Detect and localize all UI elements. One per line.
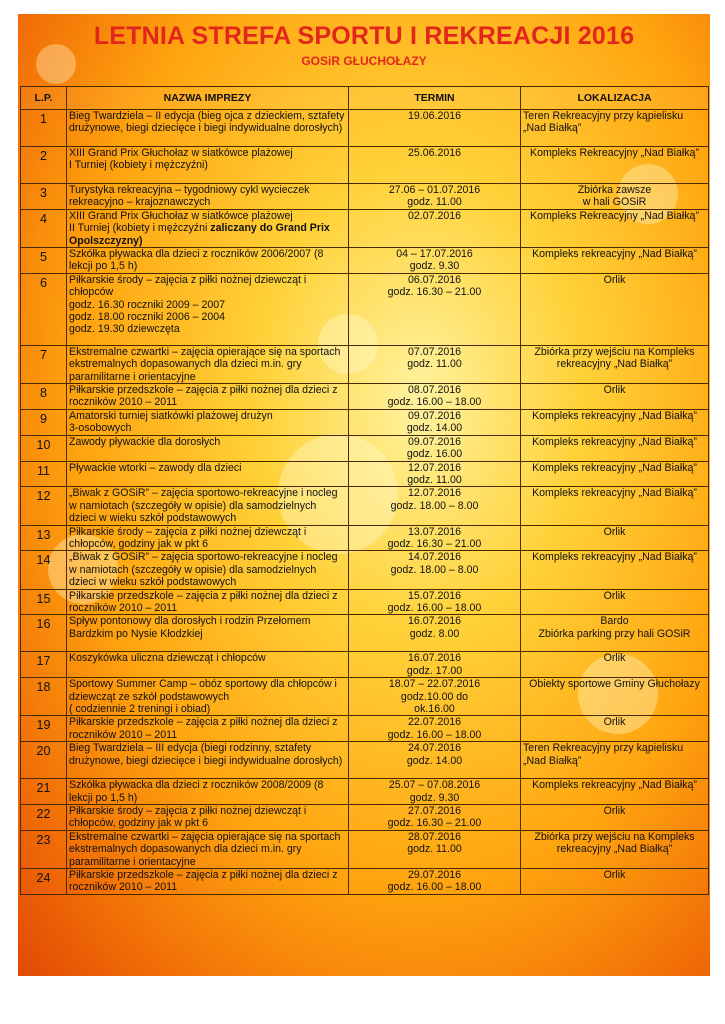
table-row xyxy=(21,525,709,551)
event-name xyxy=(67,742,349,779)
table-row xyxy=(21,779,709,805)
table-row xyxy=(21,551,709,589)
event-name-text: Szkółka pływacka dla dzieci z roczników 2006/2007 (8 lekcji po 1,5 h) xyxy=(69,248,324,273)
event-date: 25.06.2016 xyxy=(349,147,521,184)
event-name-text: Piłkarskie środy – zajęcia z piłki nożnej dziewcząt i chłopców godz. 16.30 roczniki 2009 – 2007 godz. 18.00 roczniki 2006 – 2004 godz. 19.30 dziewczęta xyxy=(69,273,307,336)
event-date: 16.07.2016 godz. 8.00 xyxy=(349,615,521,652)
event-name xyxy=(67,805,349,831)
event-location: Kompleks Rekreacyjny „Nad Białką” xyxy=(521,147,709,184)
row-number: 14 xyxy=(21,551,67,589)
event-location: Orlik xyxy=(521,384,709,410)
event-location: Kompleks rekreacyjny „Nad Białką” xyxy=(521,551,709,589)
table-header-row xyxy=(21,87,709,110)
event-date: 06.07.2016 godz. 16.30 – 21.00 xyxy=(349,273,521,345)
event-date: 16.07.2016 godz. 17.00 xyxy=(349,652,521,678)
event-location: Orlik xyxy=(521,805,709,831)
event-name-text: „Biwak z GOSiR” – zajęcia sportowo-rekreacyjne i nocleg w namiotach (szczegóły w opisie) dla samodzielnych dzieci w wieku szkół podstawowych xyxy=(69,487,338,525)
row-number: 1 xyxy=(21,110,67,147)
event-name-text: Piłkarskie przedszkole – zajęcia z piłki nożnej dla dzieci z roczników 2010 – 2011 xyxy=(69,589,338,614)
event-location: Orlik xyxy=(521,652,709,678)
event-name-text: Piłkarskie przedszkole – zajęcia z piłki nożnej dla dzieci z roczników 2010 – 2011 xyxy=(69,384,338,409)
table-row xyxy=(21,273,709,345)
event-date: 18.07 – 22.07.2016 godz.10.00 do ok.16.00 xyxy=(349,678,521,716)
row-number: 13 xyxy=(21,525,67,551)
event-name xyxy=(67,525,349,551)
row-number: 19 xyxy=(21,716,67,742)
event-name xyxy=(67,184,349,210)
table-row xyxy=(21,345,709,383)
event-location: Obiekty sportowe Gminy Głuchołazy xyxy=(521,678,709,716)
event-name xyxy=(67,435,349,461)
event-date: 12.07.2016 godz. 11.00 xyxy=(349,461,521,487)
table-row xyxy=(21,110,709,147)
event-name xyxy=(67,345,349,383)
column-header-name: NAZWA IMPREZY xyxy=(67,87,349,110)
event-name-text: Piłkarskie przedszkole – zajęcia z piłki nożnej dla dzieci z roczników 2010 – 2011 xyxy=(69,716,338,741)
event-name-text: Koszykówka uliczna dziewcząt i chłopców xyxy=(69,652,266,665)
table-row xyxy=(21,869,709,895)
event-name-text: Zawody pływackie dla dorosłych xyxy=(69,435,221,448)
table-row xyxy=(21,487,709,525)
column-header-lp: L.P. xyxy=(21,87,67,110)
event-date: 08.07.2016 godz. 16.00 – 18.00 xyxy=(349,384,521,410)
event-date: 09.07.2016 godz. 14.00 xyxy=(349,409,521,435)
table-row xyxy=(21,248,709,274)
event-name-text: Amatorski turniej siatkówki plażowej drużyn 3-osobowych xyxy=(69,409,273,435)
event-name-text: Spływ pontonowy dla dorosłych i rodzin Przełomem Bardzkim po Nysie Kłodzkiej xyxy=(69,615,311,640)
row-number: 7 xyxy=(21,345,67,383)
event-date: 28.07.2016 godz. 11.00 xyxy=(349,830,521,868)
event-location: Kompleks rekreacyjny „Nad Białką” xyxy=(521,435,709,461)
event-date: 27.07.2016 godz. 16.30 – 21.00 xyxy=(349,805,521,831)
event-name-text: Pływackie wtorki – zawody dla dzieci xyxy=(69,461,242,474)
event-date: 22.07.2016 godz. 16.00 – 18.00 xyxy=(349,716,521,742)
event-date: 02.07.2016 xyxy=(349,209,521,247)
event-name xyxy=(67,869,349,895)
table-row xyxy=(21,830,709,868)
event-name xyxy=(67,652,349,678)
event-name-emphasis: zaliczany do Grand Prix Opolszczyzny) xyxy=(69,222,330,247)
event-name xyxy=(67,678,349,716)
event-location: Zbiórka zawsze w hali GOSiR xyxy=(521,184,709,210)
row-number: 3 xyxy=(21,184,67,210)
event-date: 04 – 17.07.2016 godz. 9.30 xyxy=(349,248,521,274)
event-location: Kompleks rekreacyjny „Nad Białką” xyxy=(521,487,709,525)
event-location: Kompleks rekreacyjny „Nad Białką” xyxy=(521,248,709,274)
poster xyxy=(18,14,710,976)
event-location: Orlik xyxy=(521,525,709,551)
row-number: 23 xyxy=(21,830,67,868)
event-location: Zbiórka przy wejściu na Kompleks rekreacyjny „Nad Białką” xyxy=(521,345,709,383)
event-date: 25.07 – 07.08.2016 godz. 9.30 xyxy=(349,779,521,805)
event-name-text: XIII Grand Prix Głuchołaz w siatkówce plażowej I Turniej (kobiety i mężczyźni) xyxy=(69,147,293,172)
row-number: 16 xyxy=(21,615,67,652)
event-name-text: Ekstremalne czwartki – zajęcia opierające się na sportach ekstremalnych dopasowanych dla dzieci m.in. gry paramilitarne i orientacyjne xyxy=(69,345,341,383)
row-number: 10 xyxy=(21,435,67,461)
event-name xyxy=(67,248,349,274)
event-name-text: Piłkarskie środy – zajęcia z piłki nożnej dziewcząt i chłopców, godziny jak w pkt 6 xyxy=(69,525,307,550)
event-name-text: „Biwak z GOSiR” – zajęcia sportowo-rekreacyjne i nocleg w namiotach (szczegóły w opisie) dla samodzielnych dzieci w wieku szkół podstawowych xyxy=(69,551,338,589)
table-row xyxy=(21,384,709,410)
page-title: LETNIA STREFA SPORTU I REKREACJI 2016 xyxy=(93,22,635,50)
table-row xyxy=(21,805,709,831)
event-name xyxy=(67,779,349,805)
row-number: 11 xyxy=(21,461,67,487)
event-date: 13.07.2016 godz. 16.30 – 21.00 xyxy=(349,525,521,551)
event-name xyxy=(67,384,349,410)
table-row xyxy=(21,652,709,678)
event-date: 29.07.2016 godz. 16.00 – 18.00 xyxy=(349,869,521,895)
table-row xyxy=(21,435,709,461)
table-row xyxy=(21,678,709,716)
event-date: 27.06 – 01.07.2016 godz. 11.00 xyxy=(349,184,521,210)
row-number: 6 xyxy=(21,273,67,345)
table-row xyxy=(21,615,709,652)
event-name xyxy=(67,716,349,742)
event-location: Teren Rekreacyjny przy kąpielisku „Nad Białką” xyxy=(521,742,709,779)
event-location: Kompleks rekreacyjny „Nad Białką” xyxy=(521,409,709,435)
event-location: Zbiórka przy wejściu na Kompleks rekreacyjny „Nad Białką” xyxy=(521,830,709,868)
event-location: Kompleks Rekreacyjny „Nad Białką” xyxy=(521,209,709,247)
event-date: 14.07.2016 godz. 18.00 – 8.00 xyxy=(349,551,521,589)
table-row xyxy=(21,716,709,742)
event-date: 15.07.2016 godz. 16.00 – 18.00 xyxy=(349,589,521,615)
column-header-term: TERMIN xyxy=(349,87,521,110)
event-name-text: Szkółka pływacka dla dzieci z roczników 2008/2009 (8 lekcji po 1,5 h) xyxy=(69,779,324,804)
row-number: 24 xyxy=(21,869,67,895)
row-number: 20 xyxy=(21,742,67,779)
row-number: 2 xyxy=(21,147,67,184)
event-location: Orlik xyxy=(521,869,709,895)
events-table xyxy=(20,86,709,895)
event-date: 19.06.2016 xyxy=(349,110,521,147)
event-name-text: Bieg Twardziela – II edycja (bieg ojca z dzieckiem, sztafety drużynowe, biegi dziecięce i biegi indywidualne dorosłych) xyxy=(69,110,345,135)
row-number: 9 xyxy=(21,409,67,435)
event-date: 24.07.2016 godz. 14.00 xyxy=(349,742,521,779)
event-name-text: Turystyka rekreacyjna – tygodniowy cykl wycieczek rekreacyjno – krajoznawczych xyxy=(69,184,310,209)
column-header-location: LOKALIZACJA xyxy=(521,87,709,110)
event-name-text: Ekstremalne czwartki – zajęcia opierające się na sportach ekstremalnych dopasowanych dla dzieci m.in. gry paramilitarne i orientacyjne xyxy=(69,830,341,868)
event-name xyxy=(67,830,349,868)
row-number: 18 xyxy=(21,678,67,716)
event-name-text: XIII Grand Prix Głuchołaz w siatkówce plażowej II Turniej (kobiety i mężczyźni xyxy=(69,209,293,235)
event-location: Orlik xyxy=(521,273,709,345)
page-subtitle: GOSiR GŁUCHOŁAZY xyxy=(301,54,427,68)
table-row xyxy=(21,184,709,210)
event-location: Teren Rekreacyjny przy kąpielisku „Nad Białką” xyxy=(521,110,709,147)
table-row xyxy=(21,461,709,487)
event-name xyxy=(67,209,349,247)
event-name xyxy=(67,615,349,652)
event-name-text: Piłkarskie przedszkole – zajęcia z piłki nożnej dla dzieci z roczników 2010 – 2011 xyxy=(69,869,338,894)
event-name xyxy=(67,147,349,184)
event-name xyxy=(67,487,349,525)
event-date: 07.07.2016 godz. 11.00 xyxy=(349,345,521,383)
table-row xyxy=(21,742,709,779)
row-number: 4 xyxy=(21,209,67,247)
event-name-text: Sportowy Summer Camp – obóz sportowy dla chłopców i dziewcząt ze szkół podstawowych ( codziennie 2 treningi i obiad) xyxy=(69,678,337,715)
event-name xyxy=(67,273,349,345)
table-row xyxy=(21,589,709,615)
event-name xyxy=(67,589,349,615)
event-name xyxy=(67,110,349,147)
row-number: 12 xyxy=(21,487,67,525)
row-number: 22 xyxy=(21,805,67,831)
event-location: Orlik xyxy=(521,589,709,615)
table-row xyxy=(21,409,709,435)
event-name xyxy=(67,551,349,589)
row-number: 8 xyxy=(21,384,67,410)
event-date: 12.07.2016 godz. 18.00 – 8.00 xyxy=(349,487,521,525)
event-location: Orlik xyxy=(521,716,709,742)
row-number: 21 xyxy=(21,779,67,805)
event-name xyxy=(67,409,349,435)
event-date: 09.07.2016 godz. 16.00 xyxy=(349,435,521,461)
event-location: Kompleks rekreacyjny „Nad Białką” xyxy=(521,461,709,487)
row-number: 15 xyxy=(21,589,67,615)
event-name xyxy=(67,461,349,487)
table-row xyxy=(21,147,709,184)
row-number: 17 xyxy=(21,652,67,678)
event-location: Kompleks rekreacyjny „Nad Białką” xyxy=(521,779,709,805)
event-location: Bardo Zbiórka parking przy hali GOSiR xyxy=(521,615,709,652)
event-name-text: Piłkarskie środy – zajęcia z piłki nożnej dziewcząt i chłopców, godziny jak w pkt 6 xyxy=(69,805,307,830)
table-row xyxy=(21,209,709,247)
event-name-text: Bieg Twardziela – III edycja (biegi rodzinny, sztafety drużynowe, biegi dziecięce i biegi indywidualne dorosłych) xyxy=(69,742,343,767)
row-number: 5 xyxy=(21,248,67,274)
